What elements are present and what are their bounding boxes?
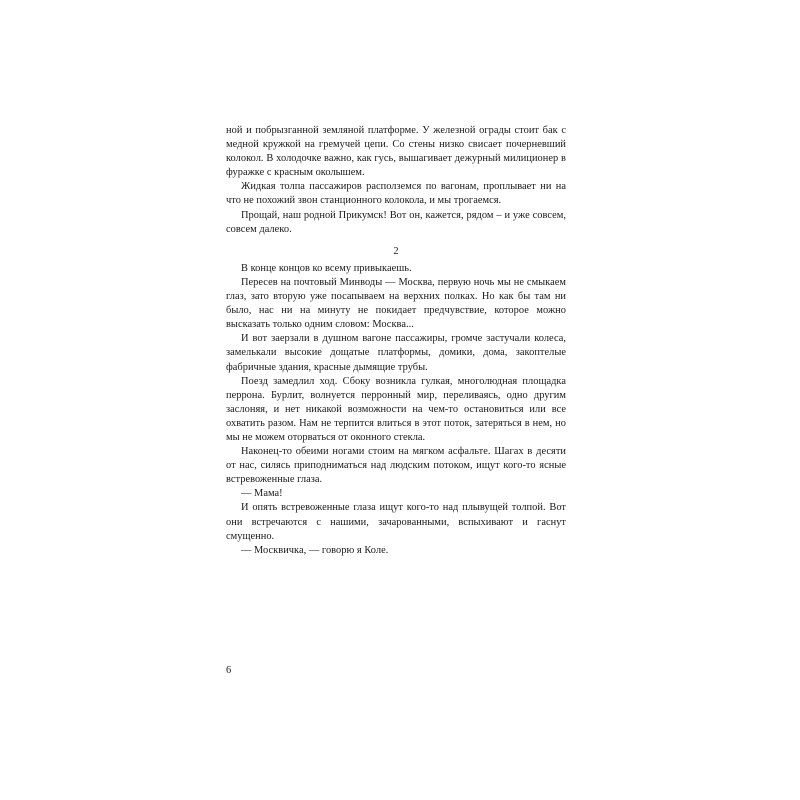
paragraph: Пересев на почтовый Минводы — Москва, первую ночь мы не смыкаем глаз, зато вторую уже посапываем на верхних полках. Но как бы там ни было, нас ни на минуту не покидает предчувствие, которое можно высказать только одним словом: Москва... — [226, 276, 566, 331]
paragraph: Прощай, наш родной Прикумск! Вот он, кажется, рядом – и уже совсем, совсем далеко. — [226, 209, 566, 235]
paragraph: И вот заерзали в душном вагоне пассажиры, громче застучали колеса, замелькали высокие дощатые платформы, домики, дома, закоптелые фабричные здания, красные дымящие трубы. — [226, 333, 566, 373]
body-text-column — [226, 124, 566, 558]
page-number: 6 — [226, 665, 232, 676]
paragraph: Жидкая толпа пассажиров располземся по вагонам, проплывает ни на что не похожий звон станционного колокола, и мы трогаемся. — [226, 181, 566, 207]
paragraph: Поезд замедлил ход. Сбоку возникла гулкая, многолюдная площадка перрона. Бурлит, волнуется перронный мир, переливаясь, одно другим заслоняя, и нет никакой возможности на чем-то остановиться или все охватить разом. Нам не терпится влиться в этот поток, затеряться в нем, но мы не можем оторваться от оконного стекла. — [226, 375, 566, 443]
paragraph: — Москвичка, — говорю я Коле. — [241, 544, 389, 556]
paragraph: ной и побрызганной земляной платформе. У железной ограды стоит бак с медной кружкой на гремучей цепи. Со стены низко свисает почерневший колокол. В холодочке важно, как гусь, вышагивает дежурный милиционер в фуражке с красным околышем. — [226, 125, 566, 179]
paragraph: В конце концов ко всему привыкаешь. — [241, 262, 412, 274]
section-number: 2 — [393, 245, 399, 257]
paragraph: — Мама! — [241, 488, 283, 500]
paragraph: Наконец-то обеими ногами стоим на мягком асфальте. Шагах в десяти от нас, силясь приподниматься над людским потоком, ищут кого-то ясные встревоженные глаза. — [226, 446, 566, 486]
paragraph: И опять встревоженные глаза ищут кого-то над плывущей толпой. Вот они встречаются с нашими, зачарованными, вспыхивают и гаснут смущенно. — [226, 502, 566, 542]
